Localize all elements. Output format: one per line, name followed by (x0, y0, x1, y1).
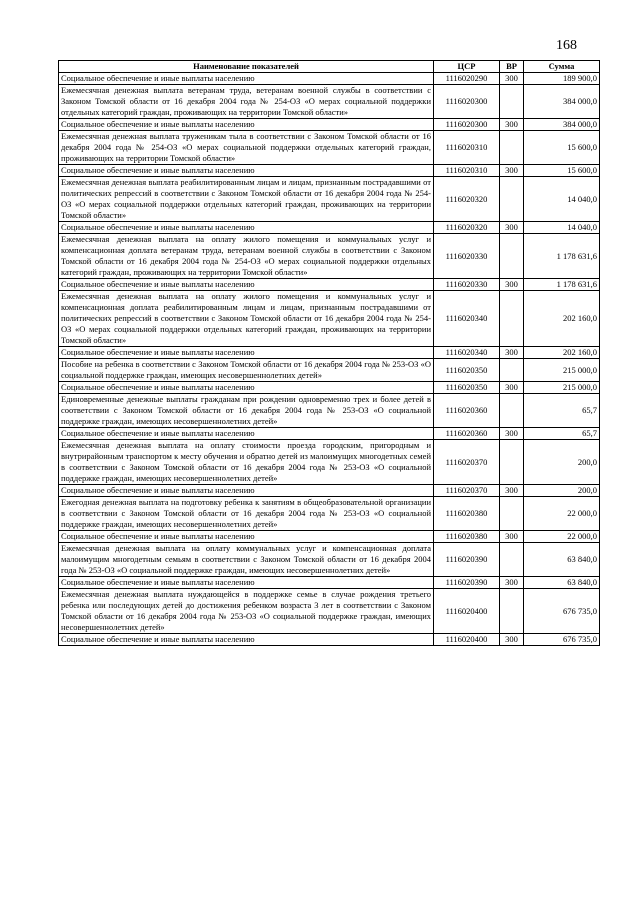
row-csr: 1116020360 (434, 428, 500, 440)
table-row (59, 85, 600, 119)
row-name: Социальное обеспечение и иные выплаты населению (59, 428, 434, 440)
row-csr: 1116020390 (434, 577, 500, 589)
row-csr: 1116020320 (434, 222, 500, 234)
table-row (59, 589, 600, 634)
row-name: Ежемесячная денежная выплата на оплату жилого помещения и коммунальных услуг и компенсационная доплата ветеранам труда, ветеранам военной службы в соответствии с Законом Томской области от 16 декабря 2004 года № 254-ОЗ «О мерах социальной поддержки отдельных категорий граждан, проживающих на территории Томской области» (59, 234, 434, 279)
row-vr (500, 177, 524, 222)
row-sum: 200,0 (524, 485, 600, 497)
row-vr (500, 131, 524, 165)
row-csr: 1116020330 (434, 234, 500, 279)
table-row (59, 440, 600, 485)
row-vr (500, 234, 524, 279)
table-row (59, 131, 600, 165)
row-name: Социальное обеспечение и иные выплаты населению (59, 279, 434, 291)
row-sum: 65,7 (524, 428, 600, 440)
row-sum: 14 040,0 (524, 222, 600, 234)
row-name: Ежегодная денежная выплата на подготовку ребенка к занятиям в общеобразовательной организации в соответствии с Законом Томской области от 16 декабря 2004 года № 253-ОЗ «О социальной поддержке граждан, имеющих несовершеннолетних детей» (59, 497, 434, 531)
row-csr: 1116020390 (434, 543, 500, 577)
row-vr (500, 291, 524, 347)
row-vr: 300 (500, 485, 524, 497)
row-name: Ежемесячная денежная выплата на оплату коммунальных услуг и компенсационная доплата малоимущим многодетным семьям в соответствии с Законом Томской области от 16 декабря 2004 года № 253-ОЗ «О социальной поддержке граждан, имеющих несовершеннолетних детей» (59, 543, 434, 577)
table-header-row (59, 61, 600, 73)
header-name: Наименование показателей (59, 61, 434, 73)
row-name: Социальное обеспечение и иные выплаты населению (59, 531, 434, 543)
table-row (59, 234, 600, 279)
row-name: Социальное обеспечение и иные выплаты населению (59, 119, 434, 131)
row-sum: 384 000,0 (524, 85, 600, 119)
row-csr: 1116020360 (434, 394, 500, 428)
row-name: Пособие на ребенка в соответствии с Законом Томской области от 16 декабря 2004 года № 253-ОЗ «О социальной поддержке граждан, имеющих несовершеннолетних детей» (59, 359, 434, 382)
table-row (59, 497, 600, 531)
row-name: Ежемесячная денежная выплата нуждающейся в поддержке семье в случае рождения третьего ребенка или последующих детей до достижения ребенком возраста 3 лет в соответствии с Законом Томской области от 16 декабря 2004 года № 253-ОЗ «О социальной поддержке граждан, имеющих несовершеннолетних детей» (59, 589, 434, 634)
row-csr: 1116020300 (434, 119, 500, 131)
row-vr (500, 543, 524, 577)
row-vr: 300 (500, 347, 524, 359)
row-sum: 676 735,0 (524, 634, 600, 646)
row-sum: 1 178 631,6 (524, 234, 600, 279)
row-csr: 1116020290 (434, 73, 500, 85)
header-sum: Сумма (524, 61, 600, 73)
row-name: Социальное обеспечение и иные выплаты населению (59, 347, 434, 359)
table-row (59, 347, 600, 359)
row-name: Ежемесячная денежная выплата на оплату жилого помещения и коммунальных услуг и компенсационная доплата реабилитированным лицам и лицам, признанным пострадавшими от политических репрессий в соответствии с Законом Томской области от 16 декабря 2004 года № 254-ОЗ «О мерах социальной поддержки отдельных категорий граждан, проживающих на территории Томской области» (59, 291, 434, 347)
table-row (59, 577, 600, 589)
row-csr: 1116020350 (434, 382, 500, 394)
table-row (59, 73, 600, 85)
row-vr (500, 394, 524, 428)
row-name: Социальное обеспечение и иные выплаты населению (59, 73, 434, 85)
row-csr: 1116020370 (434, 485, 500, 497)
table-row (59, 177, 600, 222)
table-row (59, 543, 600, 577)
row-sum: 65,7 (524, 394, 600, 428)
row-sum: 14 040,0 (524, 177, 600, 222)
row-csr: 1116020310 (434, 165, 500, 177)
row-name: Социальное обеспечение и иные выплаты населению (59, 485, 434, 497)
row-csr: 1116020300 (434, 85, 500, 119)
row-sum: 676 735,0 (524, 589, 600, 634)
page-number: 168 (556, 38, 577, 53)
row-vr: 300 (500, 531, 524, 543)
row-name: Единовременные денежные выплаты гражданам при рождении одновременно трех и более детей в соответствии с Законом Томской области от 16 декабря 2004 года № 253-ОЗ «О социальной поддержке граждан, имеющих несовершеннолетних детей» (59, 394, 434, 428)
row-vr: 300 (500, 222, 524, 234)
row-csr: 1116020400 (434, 589, 500, 634)
row-vr (500, 497, 524, 531)
row-sum: 15 600,0 (524, 131, 600, 165)
row-sum: 215 000,0 (524, 382, 600, 394)
row-sum: 384 000,0 (524, 119, 600, 131)
row-name: Ежемесячная денежная выплата на оплату стоимости проезда городским, пригородным и внутрирайонным транспортом к месту обучения и обратно детей из малоимущих многодетных семей в соответствии с Законом Томской области от 16 декабря 2004 года № 253-ОЗ «О социальной поддержке граждан, имеющих несовершеннолетних детей» (59, 440, 434, 485)
row-vr: 300 (500, 165, 524, 177)
row-vr: 300 (500, 382, 524, 394)
row-vr: 300 (500, 428, 524, 440)
row-sum: 63 840,0 (524, 543, 600, 577)
row-vr (500, 85, 524, 119)
row-vr: 300 (500, 577, 524, 589)
row-csr: 1116020340 (434, 291, 500, 347)
row-sum: 15 600,0 (524, 165, 600, 177)
row-name: Ежемесячная денежная выплата ветеранам труда, ветеранам военной службы в соответствии с Законом Томской области от 16 декабря 2004 года № 254-ОЗ «О мерах социальной поддержки отдельных категорий граждан, проживающих на территории Томской области» (59, 85, 434, 119)
budget-table (58, 60, 600, 646)
table-row (59, 531, 600, 543)
row-name: Социальное обеспечение и иные выплаты населению (59, 634, 434, 646)
table-row (59, 165, 600, 177)
table-row (59, 394, 600, 428)
row-csr: 1116020340 (434, 347, 500, 359)
row-name: Ежемесячная денежная выплата реабилитированным лицам и лицам, признанным пострадавшими от политических репрессий в соответствии с Законом Томской области от 16 декабря 2004 года № 254-ОЗ «О мерах социальной поддержки отдельных категорий граждан, проживающих на территории Томской области» (59, 177, 434, 222)
row-csr: 1116020330 (434, 279, 500, 291)
row-sum: 22 000,0 (524, 531, 600, 543)
row-sum: 215 000,0 (524, 359, 600, 382)
table-row (59, 485, 600, 497)
table-row (59, 119, 600, 131)
table-row (59, 428, 600, 440)
row-csr: 1116020350 (434, 359, 500, 382)
row-sum: 1 178 631,6 (524, 279, 600, 291)
row-sum: 202 160,0 (524, 347, 600, 359)
row-csr: 1116020310 (434, 131, 500, 165)
row-vr: 300 (500, 73, 524, 85)
row-vr (500, 440, 524, 485)
row-csr: 1116020380 (434, 497, 500, 531)
table-row (59, 279, 600, 291)
row-vr (500, 359, 524, 382)
row-csr: 1116020400 (434, 634, 500, 646)
row-sum: 22 000,0 (524, 497, 600, 531)
row-sum: 200,0 (524, 440, 600, 485)
row-vr: 300 (500, 279, 524, 291)
table-body (59, 73, 600, 646)
row-vr: 300 (500, 634, 524, 646)
row-csr: 1116020370 (434, 440, 500, 485)
row-sum: 189 900,0 (524, 73, 600, 85)
table-row (59, 222, 600, 234)
header-vr: ВР (500, 61, 524, 73)
table-row (59, 634, 600, 646)
table-row (59, 382, 600, 394)
table-row (59, 291, 600, 347)
row-vr (500, 589, 524, 634)
row-csr: 1116020320 (434, 177, 500, 222)
row-name: Социальное обеспечение и иные выплаты населению (59, 222, 434, 234)
row-name: Ежемесячная денежная выплата труженикам тыла в соответствии с Законом Томской области от 16 декабря 2004 года № 254-ОЗ «О мерах социальной поддержки отдельных категорий граждан, проживающих на территории Томской области» (59, 131, 434, 165)
row-sum: 63 840,0 (524, 577, 600, 589)
row-name: Социальное обеспечение и иные выплаты населению (59, 577, 434, 589)
header-csr: ЦСР (434, 61, 500, 73)
row-csr: 1116020380 (434, 531, 500, 543)
table-row (59, 359, 600, 382)
row-vr: 300 (500, 119, 524, 131)
row-name: Социальное обеспечение и иные выплаты населению (59, 165, 434, 177)
row-sum: 202 160,0 (524, 291, 600, 347)
row-name: Социальное обеспечение и иные выплаты населению (59, 382, 434, 394)
